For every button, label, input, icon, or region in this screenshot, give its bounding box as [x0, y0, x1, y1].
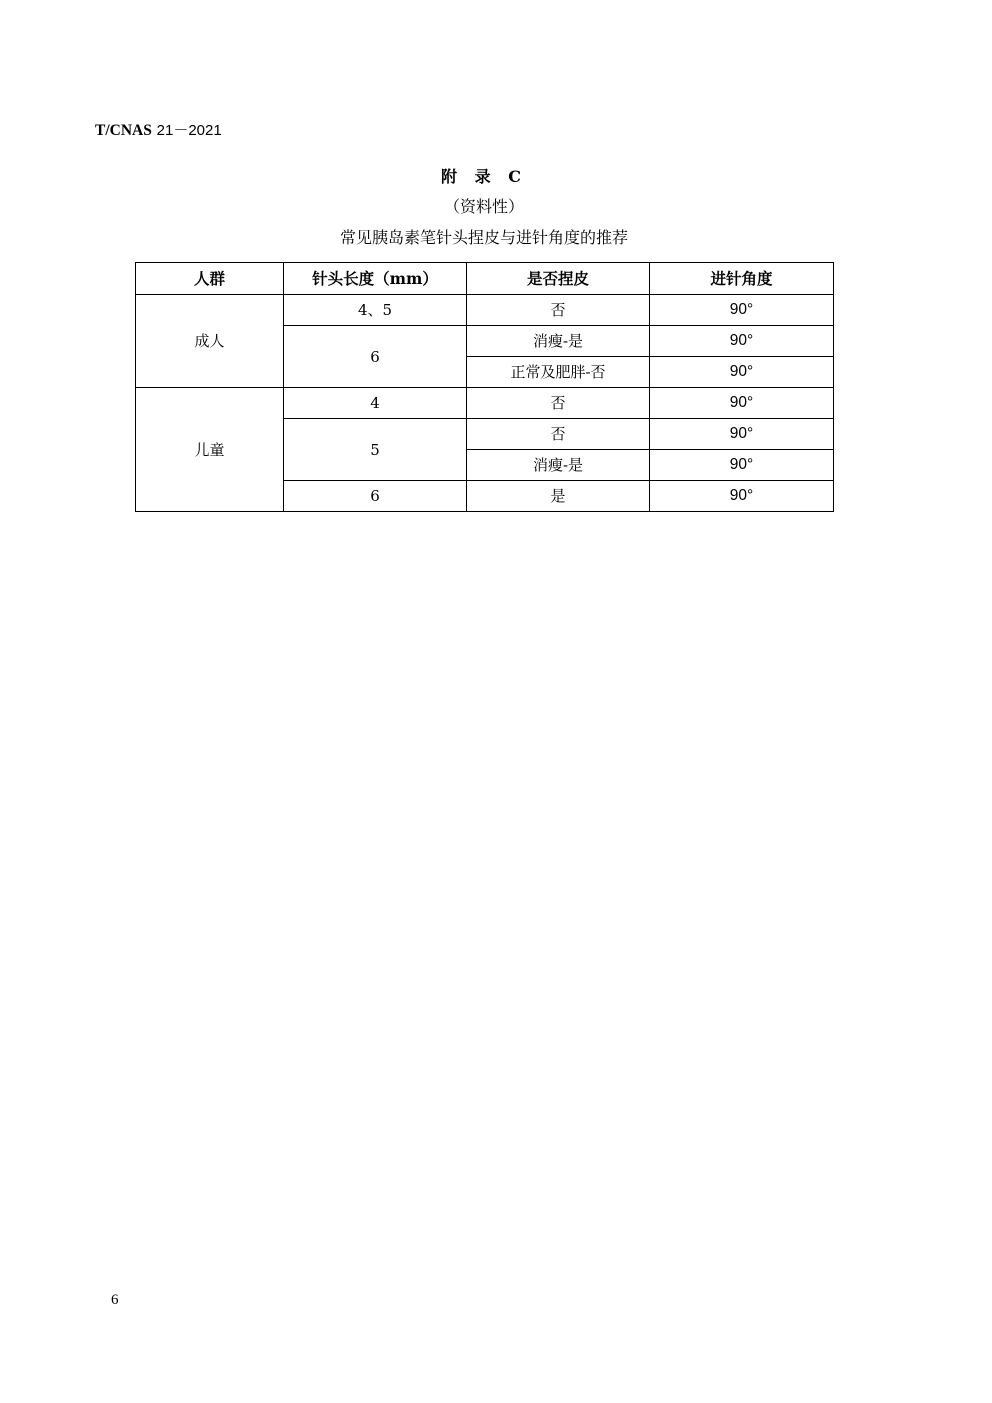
needle-length-cell: 6: [284, 326, 467, 388]
pinch-cell: 消瘦-是: [467, 326, 650, 357]
population-cell: 成人: [136, 295, 284, 388]
pinch-cell: 是: [467, 481, 650, 512]
angle-cell: 90°: [650, 295, 834, 326]
column-header-pinch: 是否捏皮: [467, 263, 650, 295]
pinch-cell: 消瘦-是: [467, 450, 650, 481]
standard-org-code: T/CNAS: [95, 122, 152, 139]
population-cell: 儿童: [136, 388, 284, 512]
pinch-cell: 否: [467, 388, 650, 419]
pinch-cell: 否: [467, 295, 650, 326]
angle-cell: 90°: [650, 450, 834, 481]
pinch-cell: 否: [467, 419, 650, 450]
angle-cell: 90°: [650, 481, 834, 512]
needle-length-cell: 5: [284, 419, 467, 481]
needle-length-cell: 4、5: [284, 295, 467, 326]
table-row: [136, 295, 834, 326]
page-number: 6: [111, 1292, 119, 1308]
table-row: [136, 388, 834, 419]
appendix-title: 附 录 C: [441, 167, 527, 186]
needle-length-cell: 6: [284, 481, 467, 512]
table-caption: 常见胰岛素笔针头捏皮与进针角度的推荐: [339, 228, 628, 247]
angle-cell: 90°: [650, 357, 834, 388]
angle-cell: 90°: [650, 388, 834, 419]
recommendation-table: [135, 262, 834, 512]
pinch-cell: 正常及肥胖-否: [467, 357, 650, 388]
appendix-nature: （资料性）: [443, 197, 524, 216]
standard-number: 21－2021: [156, 122, 222, 139]
column-header-angle: 进针角度: [650, 263, 834, 295]
needle-length-cell: 4: [284, 388, 467, 419]
column-header-population: 人群: [136, 263, 284, 295]
table-header-row: [136, 263, 834, 295]
angle-cell: 90°: [650, 326, 834, 357]
standard-code: [95, 120, 222, 141]
angle-cell: 90°: [650, 419, 834, 450]
column-header-needle-length: 针头长度（mm）: [284, 263, 467, 295]
